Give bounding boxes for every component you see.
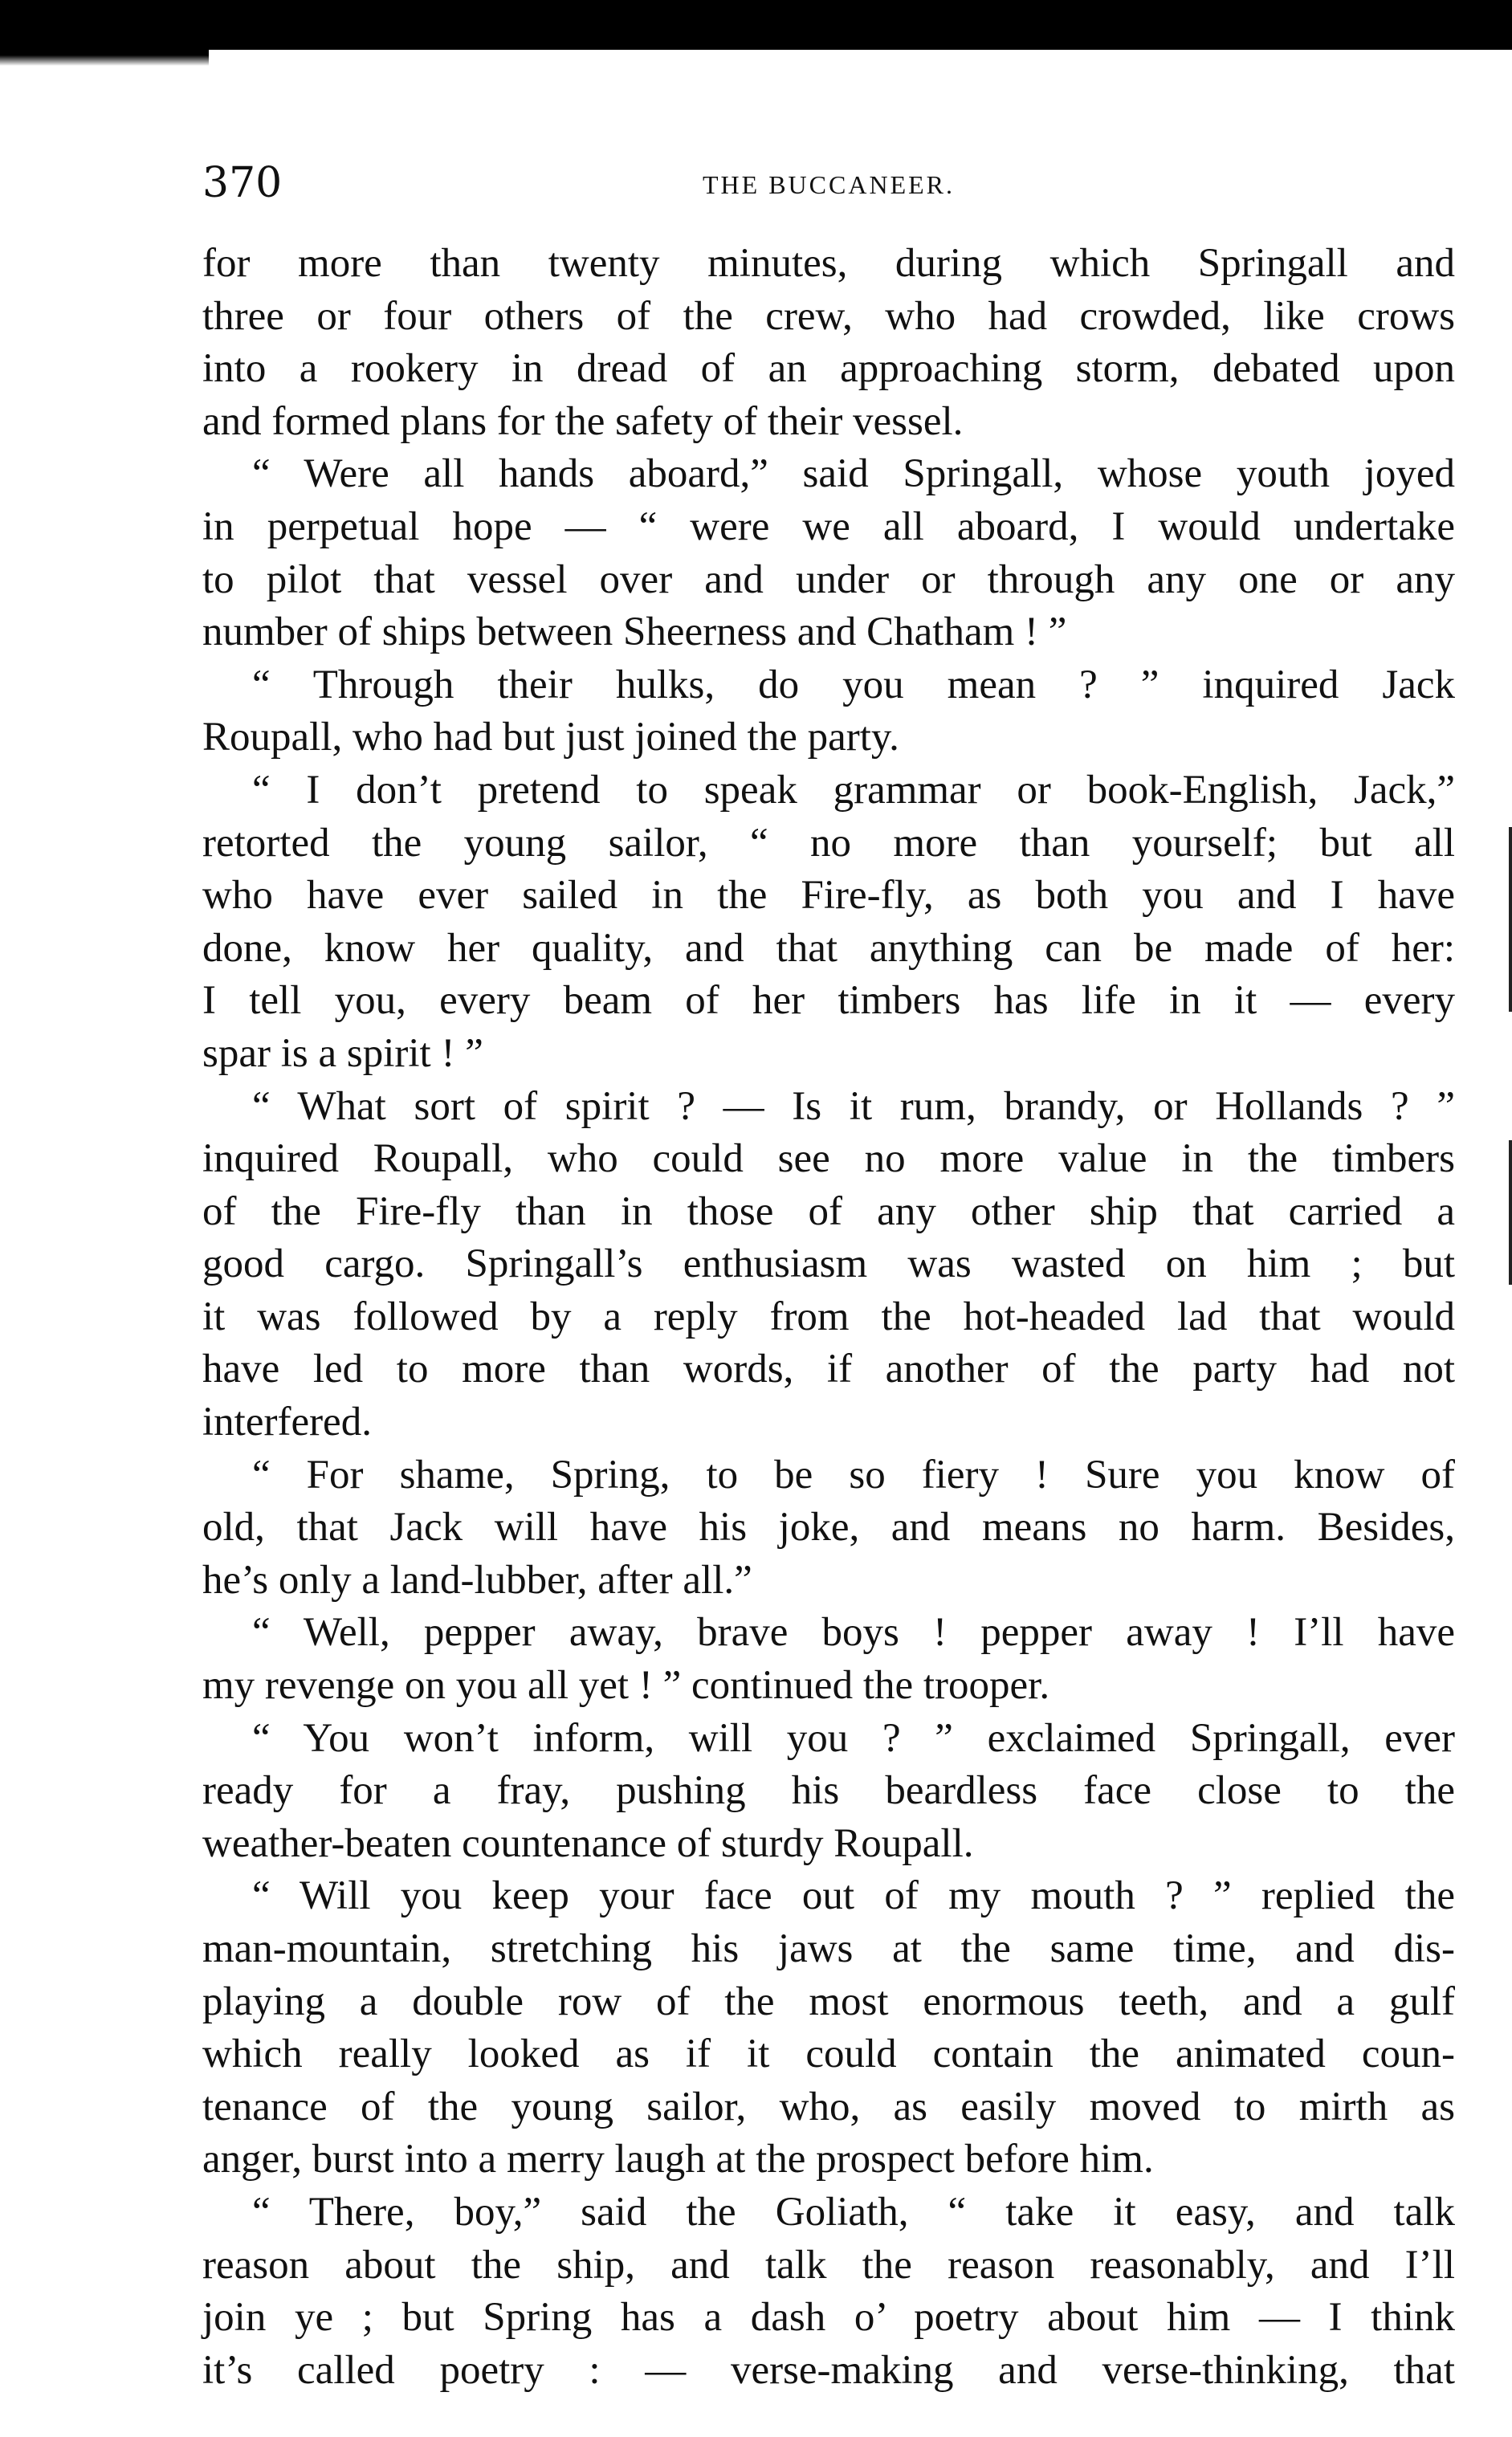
text-line: good cargo. Springall’s enthusiasm was wasted on him ; but: [202, 1241, 1455, 1287]
text-line: anger, burst into a merry laugh at the prospect before him.: [202, 2137, 1154, 2182]
text-line: spar is a spirit ! ”: [202, 1030, 483, 1076]
text-line: he’s only a land-lubber, after all.”: [202, 1557, 752, 1603]
page-header: [202, 159, 1455, 207]
text-line: “ For shame, Spring, to be so fiery ! Sure you know of: [252, 1452, 1455, 1498]
body-text: [202, 238, 1455, 2397]
page-number: 370: [202, 159, 283, 207]
scan-right-edge-mark: [1509, 1140, 1512, 1285]
text-line: “ You won’t inform, will you ? ” exclaimed Springall, ever: [252, 1715, 1455, 1761]
text-line: it was followed by a reply from the hot-headed lad that would: [202, 1294, 1455, 1339]
text-line: “ I don’t pretend to speak grammar or book-English, Jack,”: [252, 767, 1455, 813]
text-line: interfered.: [202, 1400, 372, 1445]
text-line: done, know her quality, and that anything can be made of her:: [202, 925, 1455, 971]
text-line: “ Through their hulks, do you mean ? ” inquired Jack: [252, 662, 1455, 707]
text-line: three or four others of the crew, who had crowded, like crows: [202, 293, 1455, 339]
scan-top-border-edge: [0, 48, 209, 66]
text-line: my revenge on you all yet ! ” continued the trooper.: [202, 1663, 1050, 1709]
scan-top-border: [0, 0, 1512, 50]
text-line: who have ever sailed in the Fire-fly, as both you and I have: [202, 873, 1455, 919]
text-line: retorted the young sailor, “ no more than yourself; but all: [202, 820, 1455, 866]
text-line: “ What sort of spirit ? — Is it rum, brandy, or Hollands ? ”: [252, 1083, 1455, 1129]
text-line: have led to more than words, if another of the party had not: [202, 1347, 1455, 1392]
text-line: playing a double row of the most enormous teeth, and a gulf: [202, 1979, 1455, 2024]
text-line: “ There, boy,” said the Goliath, “ take it easy, and talk: [252, 2189, 1455, 2235]
text-line: man-mountain, stretching his jaws at the same time, and dis-: [202, 1926, 1455, 1971]
text-line: number of ships between Sheerness and Chatham ! ”: [202, 609, 1067, 655]
text-line: I tell you, every beam of her timbers has life in it — every: [202, 978, 1455, 1024]
text-line: old, that Jack will have his joke, and means no harm. Besides,: [202, 1505, 1455, 1551]
text-line: inquired Roupall, who could see no more value in the timbers: [202, 1136, 1455, 1182]
text-line: “ Will you keep your face out of my mouth ? ” replied the: [252, 1873, 1455, 1919]
text-line: for more than twenty minutes, during which Springall and: [202, 241, 1455, 286]
scan-right-edge-mark: [1509, 827, 1512, 1012]
text-line: reason about the ship, and talk the reason reasonably, and I’ll: [202, 2242, 1455, 2288]
text-line: weather-beaten countenance of sturdy Roupall.: [202, 1820, 974, 1866]
text-line: of the Fire-fly than in those of any other ship that carried a: [202, 1188, 1455, 1234]
text-line: tenance of the young sailor, who, as easily moved to mirth as: [202, 2084, 1455, 2129]
text-line: ready for a fray, pushing his beardless face close to the: [202, 1768, 1455, 1814]
text-line: in perpetual hope — “ were we all aboard, I would undertake: [202, 503, 1455, 549]
text-line: “ Well, pepper away, brave boys ! pepper away ! I’ll have: [252, 1610, 1455, 1656]
text-line: and formed plans for the safety of their vessel.: [202, 398, 964, 444]
text-line: join ye ; but Spring has a dash o’ poetry about him — I think: [202, 2295, 1455, 2341]
text-line: Roupall, who had but just joined the party.: [202, 715, 899, 760]
text-line: into a rookery in dread of an approaching storm, debated upon: [202, 346, 1455, 392]
text-line: which really looked as if it could contain the animated coun-: [202, 2032, 1455, 2077]
text-line: “ Were all hands aboard,” said Springall, whose youth joyed: [252, 451, 1455, 497]
text-line: it’s called poetry : — verse-making and verse-thinking, that: [202, 2347, 1455, 2393]
text-line: to pilot that vessel over and under or through any one or any: [202, 556, 1455, 602]
running-title: THE BUCCANEER.: [703, 170, 955, 199]
